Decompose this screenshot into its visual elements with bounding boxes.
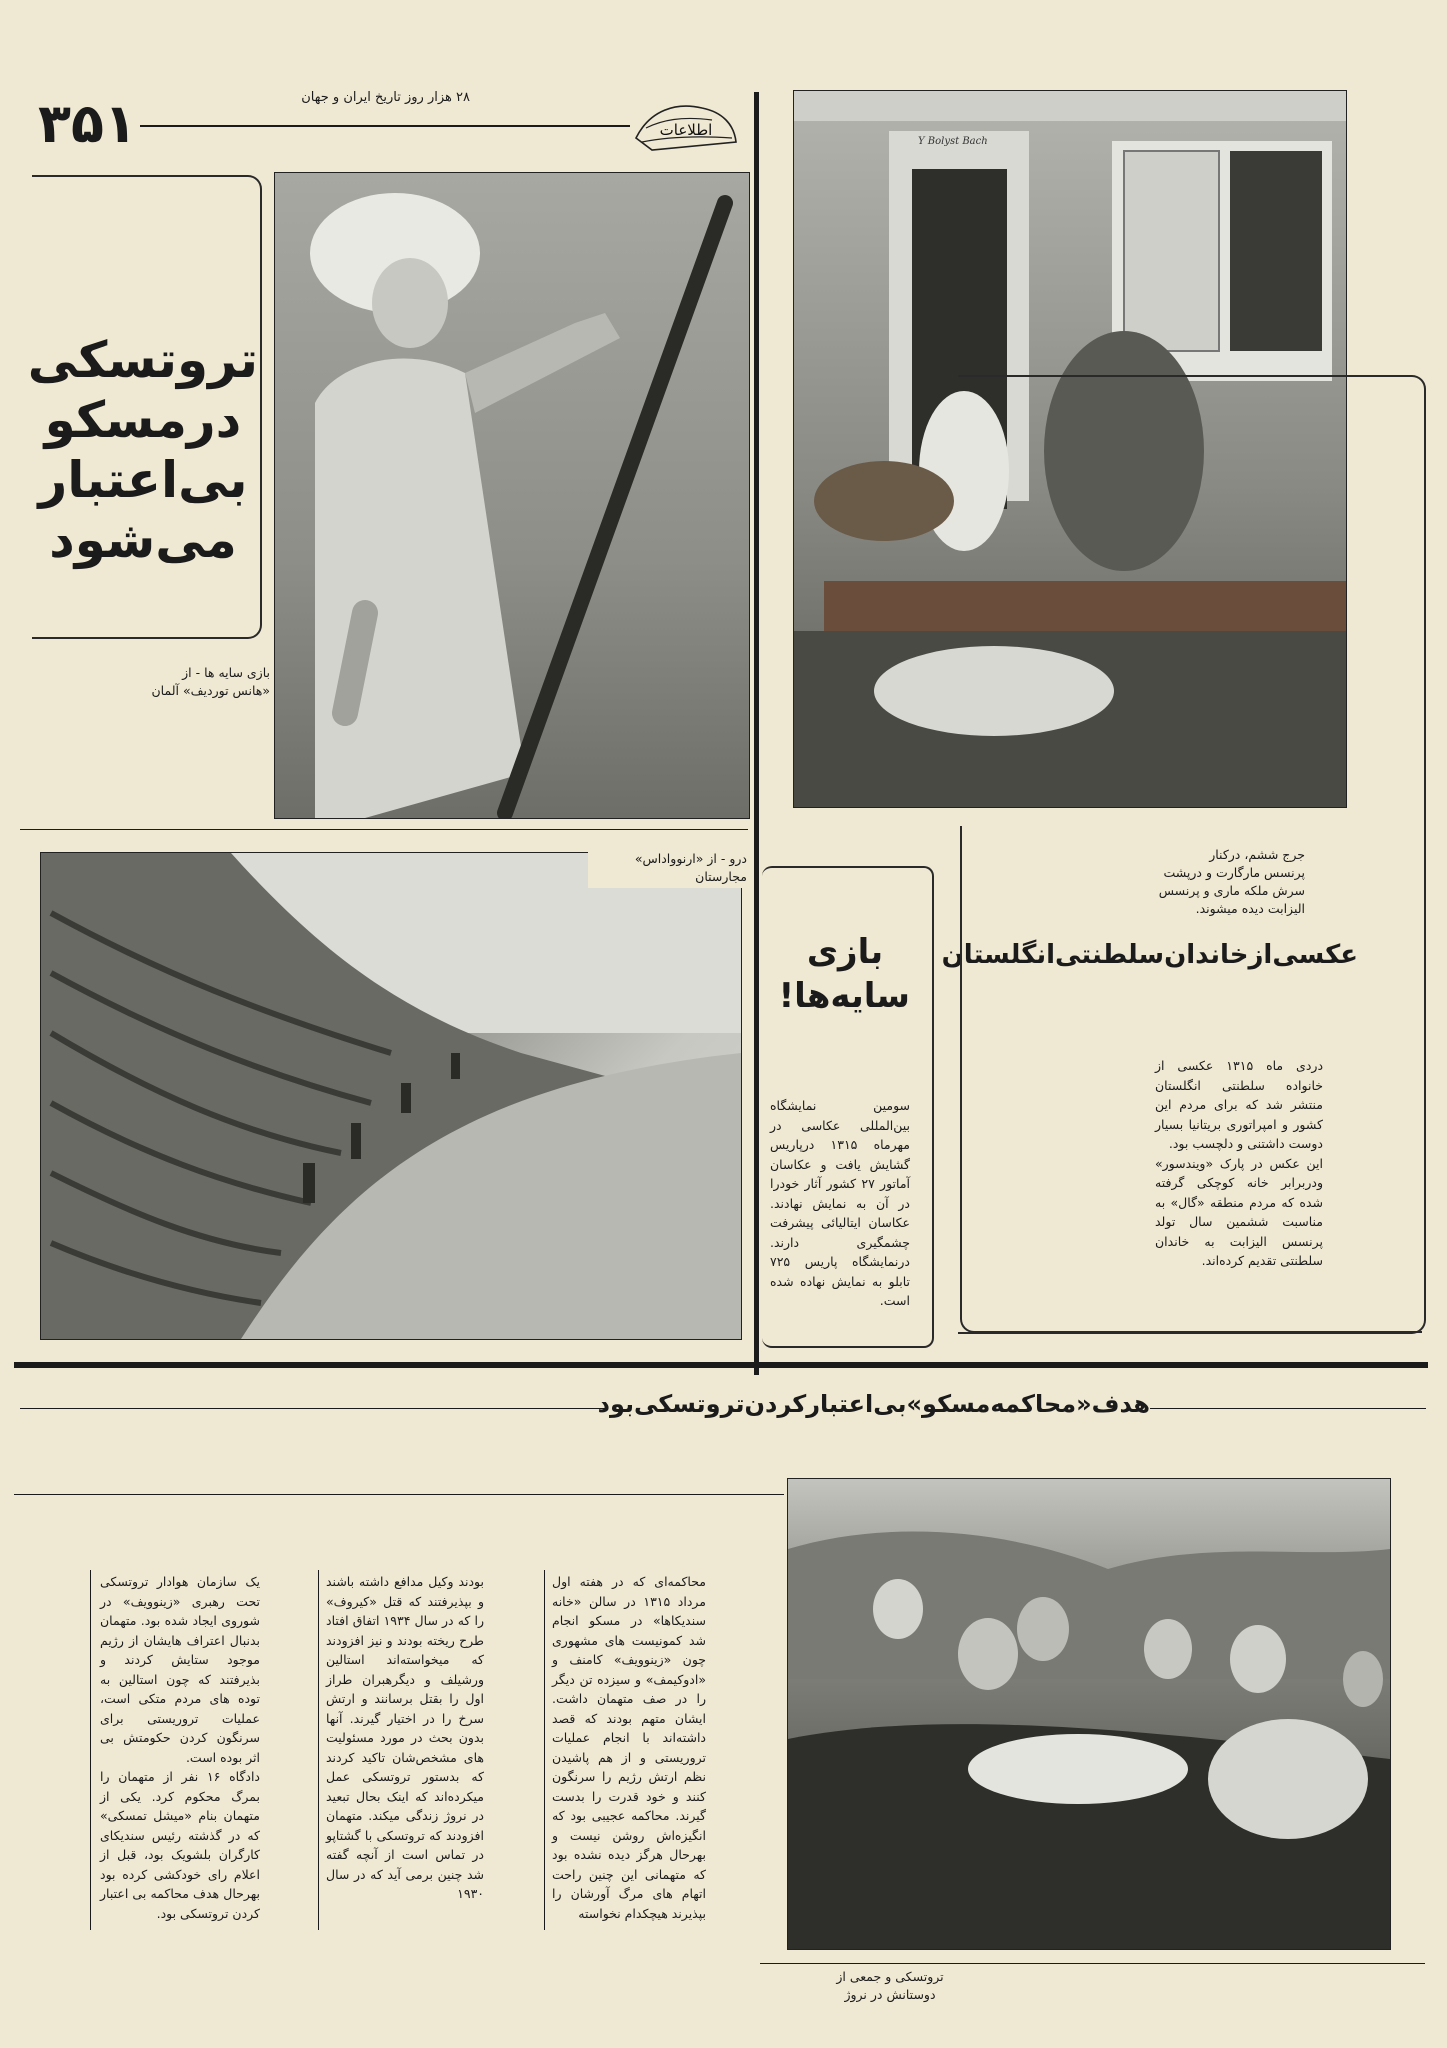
paragraph: یک سازمان هوادار تروتسکی تحت رهبری «زینوویف» در شوروی ایجاد شده بود. متهمان بدنبال اعتراف هایشان از رژیم موجود ستایش کردند و بذیرفتند که چون استالین به توده های مردم متکی است، عملیات تروریستی برای سرنگون کردن حکومتش بی اثر بوده است.: [100, 1574, 260, 1765]
headline-rule-left: [20, 1408, 605, 1409]
columns-top-rule: [14, 1494, 784, 1495]
paragraph: دردی ماه ۱۳۱۵ عکسی از خانواده سلطنتی انگلستان منتشر شد که برای مردم این کشور و امپراتوری بریتانیا بسیار دوست داشتنی و دلچسب بود.: [1155, 1058, 1324, 1151]
paragraph: دادگاه ۱۶ نفر از متهمان را بمرگ محکوم کرد. یکی از متهمان بنام «میشل تمسکی» که در گذشته رئیس سندیکای کارگران بلشویک بود، قبل از اعلام رای خودکشی کرده بود بهرحال هدف محاکمه بی اعتبار کردن تروتسکی بود.: [100, 1769, 261, 1921]
photo-woman-caption: [130, 664, 270, 700]
trotsky-title-line: بی‌اعتبار: [38, 451, 248, 509]
caption-line: درو - از «ارنوواداس»: [634, 851, 747, 866]
caption-line: جرج ششم، درکنار: [1209, 847, 1305, 862]
shadows-title-line: بازی: [806, 932, 884, 972]
caption-line: سرش ملکه ماری و پرنسس: [1158, 883, 1305, 898]
col-rule: [90, 1570, 91, 1930]
section-divider-thick: [14, 1362, 1428, 1368]
photo-woman-with-scythe: [274, 172, 750, 819]
left-section-rule: [20, 829, 748, 830]
royal-family-body: [1155, 1056, 1323, 1271]
trotsky-title-line: تروتسکی: [27, 331, 258, 389]
trial-headline: هدف«محاکمه‌مسکو»بی‌اعتبارکردن‌تروتسکی‌بود: [597, 1390, 1150, 1418]
shadows-body: سومین نمایشگاه بین‌المللی عکاسی در مهرماه ۱۳۱۵ درپاریس گشایش یافت و عکاسان آماتور ۲۷ کشور آثار خودرا در آن به نمایش نهادند. عکاسان ایتالیائی پیشرفت چشمگیری دارند. درنمایشگاه پاریس ۷۲۵ تابلو به نمایش نهاده شده است.: [770, 1098, 910, 1308]
trial-column-2: بودند وکیل مدافع داشته باشند و بپذیرفتند که قتل «کیروف» را که در سال ۱۹۳۴ اتفاق افتاد طرح ریخته بودند و نیز افزودند که میخواسته‌اند استالین ورشیلف و دیگرهبران طراز اول را بقتل برسانند و ارتش سرخ را در اختیار گیرند. آنها بدون بحث در مورد مسئولیت های مشخص‌شان تاکید کردند که بدستور تروتسکی عمل میکرده‌اند که اینک بحال تبعید در نروژ زندگی میکند. متهمان افزودند که تروتسکی با گشتاپو در تماس است از آنچه گفته شد چنین برمی آید که در سال ۱۹۳۰: [326, 1574, 484, 1901]
royal-door-sign: Y Bolyst Bach: [918, 136, 988, 147]
caption-line: دوستانش در نروژ: [844, 1987, 936, 2002]
headline-rule-right: [1150, 1408, 1426, 1409]
trotsky-title: [28, 330, 258, 570]
royal-family-title: عکسی‌ازخاندان‌سلطنتی‌انگلستان: [941, 940, 1358, 970]
caption-line: بازی سایه ها - از: [182, 665, 270, 680]
col-rule: [544, 1570, 545, 1930]
col-rule: [318, 1570, 319, 1930]
page-number: ۳۵۱: [38, 92, 137, 155]
trotsky-title-line: می‌شود: [49, 511, 237, 569]
photo-harvest-caption: [588, 848, 751, 888]
paragraph: این عکس در پارک «ویندسور» ودربرابر خانه کوچکی گرفته شده که مردم منطقه «گال» به مناسبت ششمین سال تولد پرنسس الیزابت به خاندان سلطنتی تقدیم کرده‌اند.: [1155, 1155, 1323, 1268]
column-divider-vertical: [754, 92, 759, 1375]
trotsky-title-line: درمسکو: [44, 391, 242, 449]
caption-line: «هانس توردیف» آلمان: [151, 683, 270, 698]
photo-trotsky-friends: [787, 1478, 1391, 1950]
caption-line: الیزابت دیده میشوند.: [1195, 901, 1305, 916]
trial-column-3: [100, 1572, 260, 1923]
caption-line: پرنسس مارگارت و درپشت: [1163, 865, 1305, 880]
header-rule: [140, 125, 630, 127]
trial-column-1: محاکمه‌ای که در هفته اول مرداد ۱۳۱۵ در سالن «خانه سندیکاها» در مسکو انجام شد کمونیست های مشهوری چون «زینوویف» کامنف و «ادوکیمف» و سیزده تن دیگر را در صف متهمان داشت. ایشان متهم بودند که قصد داشته‌اند با انجام عملیات تروریستی و از هم پاشیدن نظم ارتش رژیم را سرنگون کنند و خود قدرت را بدست گیرند. محاکمه عجیبی بود که انگیزه‌اش روشن نیست و بهرحال هرگز دیده نشده بود که متهمانی این چنین راحت اتهام های مرگ آورشان را بپذیرند هیچکدام نخواسته: [552, 1574, 707, 1921]
photo-bottom-rule: [760, 1963, 1425, 1964]
caption-line: مجارستان: [695, 869, 747, 884]
shadows-title-line: سایه‌ها!: [778, 976, 910, 1016]
shadows-title: [780, 930, 910, 1018]
photo-trotsky-caption: [800, 1968, 980, 2004]
caption-line: تروتسکی و جمعی از: [836, 1969, 944, 1984]
running-title: ۲۸ هزار روز تاریخ ایران و جهان: [301, 90, 470, 105]
newspaper-logo: [632, 98, 740, 156]
logo-text: اطلاعات: [659, 121, 713, 139]
photo-harvest-field: [40, 852, 742, 1340]
